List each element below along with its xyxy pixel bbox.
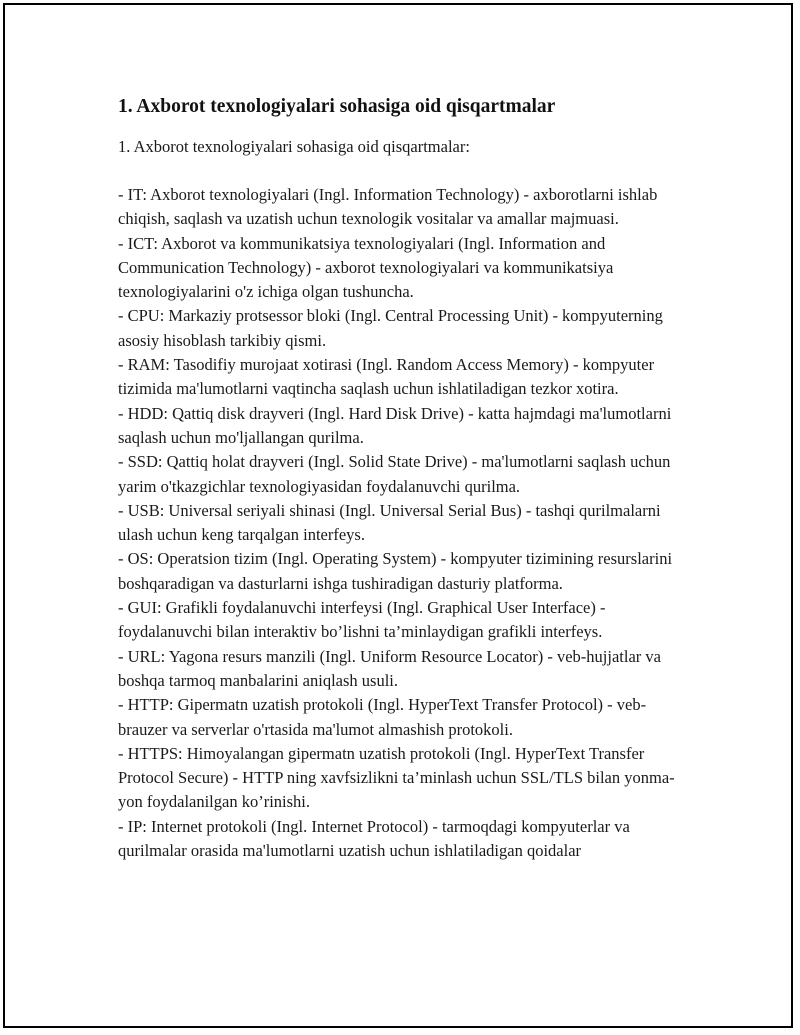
list-item: - RAM: Tasodifiy murojaat xotirasi (Ingl. Random Access Memory) - kompyuter tizimida ma'lumotlarni vaqtincha saqlash uchun ishlatiladigan tezkor xotira. [118, 355, 655, 399]
list-item: - URL: Yagona resurs manzili (Ingl. Uniform Resource Locator) - veb-hujjatlar va boshqa tarmoq manbalarini aniqlash usuli. [118, 646, 661, 690]
document-title: 1. Axborot texnologiyalari sohasiga oid qisqartmalar [118, 96, 556, 117]
list-item: - HDD: Qattiq disk drayveri (Ingl. Hard Disk Drive) - katta hajmdagi ma'lumotlarni saqlash uchun mo'ljallangan qurilma. [118, 403, 672, 447]
document-body [118, 94, 688, 863]
list-item: - HTTP: Gipermatn uzatish protokoli (Ingl. HyperText Transfer Protocol) - veb-brauzer va serverlar o'rtasida ma'lumot almashish protokoli. [118, 695, 647, 739]
list-item: - USB: Universal seriyali shinasi (Ingl. Universal Serial Bus) - tashqi qurilmalarni ulash uchun keng tarqalgan interfeys. [118, 500, 661, 545]
list-item: - SSD: Qattiq holat drayveri (Ingl. Solid State Drive) - ma'lumotlarni saqlash uchun yarim o'tkazgichlar texnologiyasidan foydalanuvchi qurilma. [118, 452, 671, 496]
list-item: - IP: Internet protokoli (Ingl. Internet Protocol) - tarmoqdagi kompyuterlar va qurilmalar orasida ma'lumotlarni uzatish uchun ishlatiladigan qoidalar [118, 816, 630, 861]
list-item: - IT: Axborot texnologiyalari (Ingl. Information Technology) - axborotlarni ishlab chiqish, saqlash va uzatish uchun texnologik vositalar va amallar majmuasi. [118, 185, 658, 229]
list-item: - OS: Operatsion tizim (Ingl. Operating System) - kompyuter tizimining resurslarini boshqaradigan va dasturlarni ishga tushiradigan dasturiy platforma. [118, 549, 673, 593]
list-item: - CPU: Markaziy protsessor bloki (Ingl. Central Processing Unit) - kompyuterning asosiy hisoblash tarkibiy qismi. [118, 306, 663, 350]
abbreviation-list [118, 183, 688, 863]
list-item: - GUI: Grafikli foydalanuvchi interfeysi (Ingl. Graphical User Interface) - foydalanuvchi bilan interaktiv bo’lishni ta’minlaydigan grafikli interfeys. [118, 598, 606, 642]
list-item: - ICT: Axborot va kommunikatsiya texnologiyalari (Ingl. Information and Communication Technology) - axborot texnologiyalari va kommunikatsiya texnologiyalarini o'z ichiga olgan tushuncha. [118, 233, 614, 302]
intro-line: 1. Axborot texnologiyalari sohasiga oid qisqartmalar: [118, 137, 470, 156]
list-item: - HTTPS: Himoyalangan gipermatn uzatish protokoli (Ingl. HyperText Transfer Protocol Secure) - HTTP ning xavfsizlikni ta’minlash uchun SSL/TLS bilan yonma-yon foydalanilgan ko’rinishi. [118, 743, 675, 812]
